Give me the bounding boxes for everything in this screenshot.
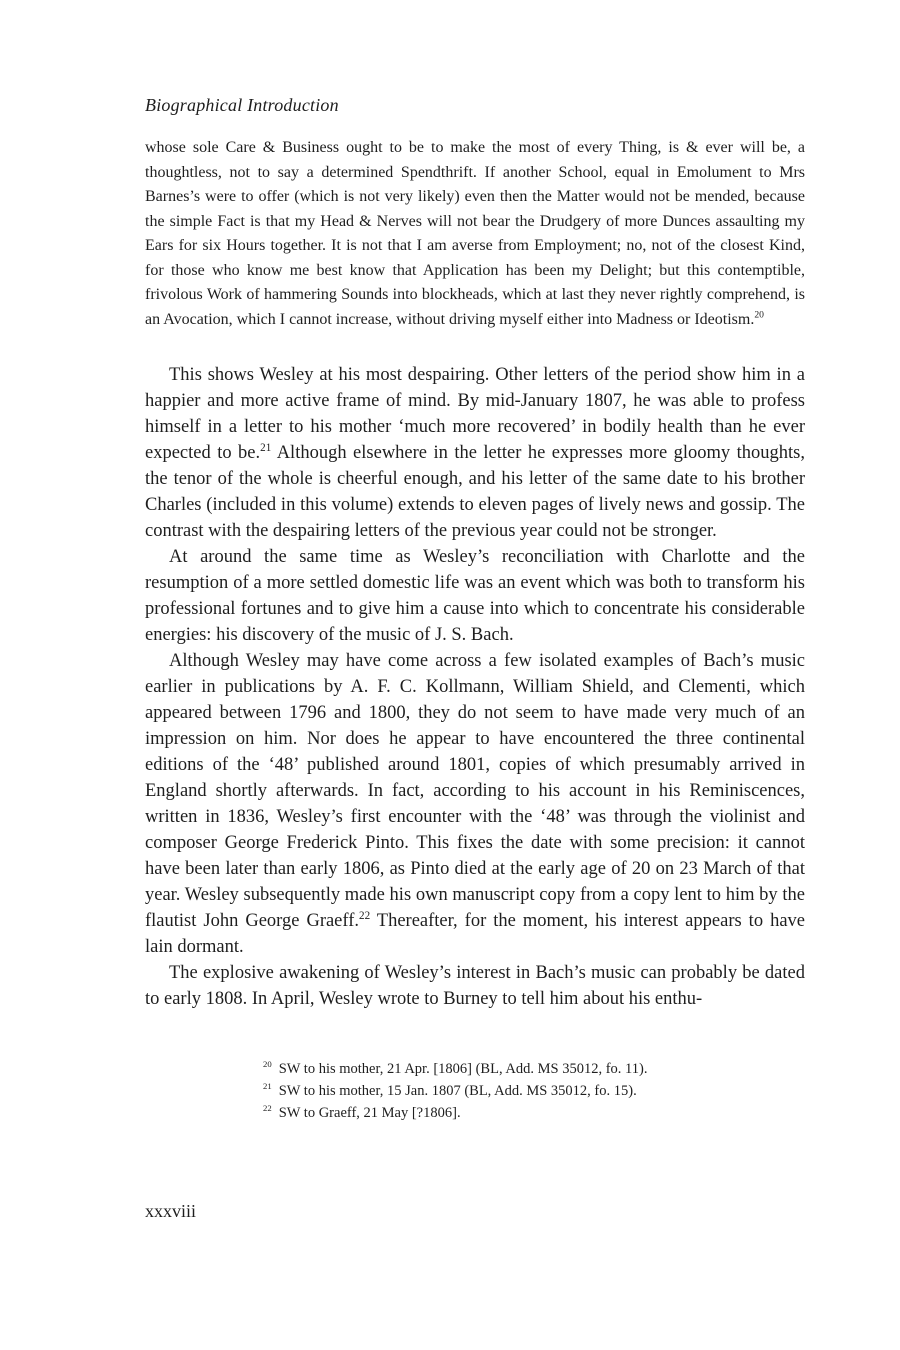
footnote-ref: 22 <box>359 909 371 922</box>
running-head: Biographical Introduction <box>145 95 339 115</box>
footnotes <box>145 1058 805 1124</box>
paragraph: At around the same time as Wesley’s reconciliation with Charlotte and the resumption of a more settled domestic life was an event which was both to transform his professional fortunes and to give him a cause into which to concentrate his considerable energies: his discovery of the music of J. S. Bach. <box>145 547 805 645</box>
footnote-ref: 20 <box>754 309 764 321</box>
paragraph: The explosive awakening of Wesley’s interest in Bach’s music can probably be dated to early 1808. In April, Wesley wrote to Burney to tell him about his enthu- <box>145 963 805 1009</box>
page-content <box>145 94 805 1124</box>
paragraphs <box>145 362 805 1012</box>
footnote-ref: 21 <box>260 441 272 454</box>
footnote: $^{20}$ SW to his mother, 21 Apr. [1806] (BL, Add. MS 35012, fo. 11). <box>263 1059 648 1077</box>
footnote-marker: 22 <box>263 1103 272 1114</box>
page-number: xxxviii <box>145 1201 197 1221</box>
footnote: $^{22}$ SW to Graeff, 21 May [?1806]. <box>263 1103 461 1121</box>
paragraph: This shows Wesley at his most despairing. Other letters of the period show him in a happier and more active frame of mind. By mid-January 1807, he was able to profess himself in a letter to his mother ‘much more recovered’ in bodily health than he ever expected to be.$^{21}$ Although elsewhere in the letter he expresses more gloomy thoughts, the tenor of the whole is cheerful enough, and his letter of the same date to his brother Charles (included in this volume) extends to eleven pages of lively news and gossip. The contrast with the despairing letters of the previous year could not be stronger. <box>145 365 805 541</box>
footnote-marker: 21 <box>263 1081 272 1092</box>
footnote: $^{21}$ SW to his mother, 15 Jan. 1807 (BL, Add. MS 35012, fo. 15). <box>263 1081 637 1099</box>
footnote-marker: 20 <box>263 1059 272 1070</box>
block-quote: whose sole Care & Business ought to be to make the most of every Thing, is & ever will be, a thoughtless, not to say a determined Spendthrift. If another School, equal in Emolument to Mrs Barnes’s were to offer (which is not very likely) even then the Matter would not be mended, because the simple Fact is that my Head & Nerves will not bear the Drudgery of more Dunces assaulting my Ears for six Hours together. It is not that I am averse from Employment; no, not of the closest Kind, for those who know me best know that Application has been my Delight; but this contemptible, frivolous Work of hammering Sounds into blockheads, which at last they never rightly comprehend, is an Avocation, which I cannot increase, without driving myself either into Madness or Ideotism.$^{20}$ <box>145 139 805 328</box>
paragraph: Although Wesley may have come across a few isolated examples of Bach’s music earlier in publications by A. F. C. Kollmann, William Shield, and Clementi, which appeared between 1796 and 1800, they do not seem to have made very much of an impression on him. Nor does he appear to have encountered the three continental editions of the ‘48’ published around 1801, copies of which presumably arrived in England shortly afterwards. In fact, according to his account in his Reminiscences, written in 1836, Wesley’s first encounter with the ‘48’ was through the violinist and composer George Frederick Pinto. This fixes the date with some precision: it cannot have been later than early 1806, as Pinto died at the early age of 20 on 23 March of that year. Wesley subsequently made his own manuscript copy from a copy lent to him by the flautist John George Graeff.$^{22}$ Thereafter, for the moment, his interest appears to have lain dormant. <box>145 651 805 957</box>
